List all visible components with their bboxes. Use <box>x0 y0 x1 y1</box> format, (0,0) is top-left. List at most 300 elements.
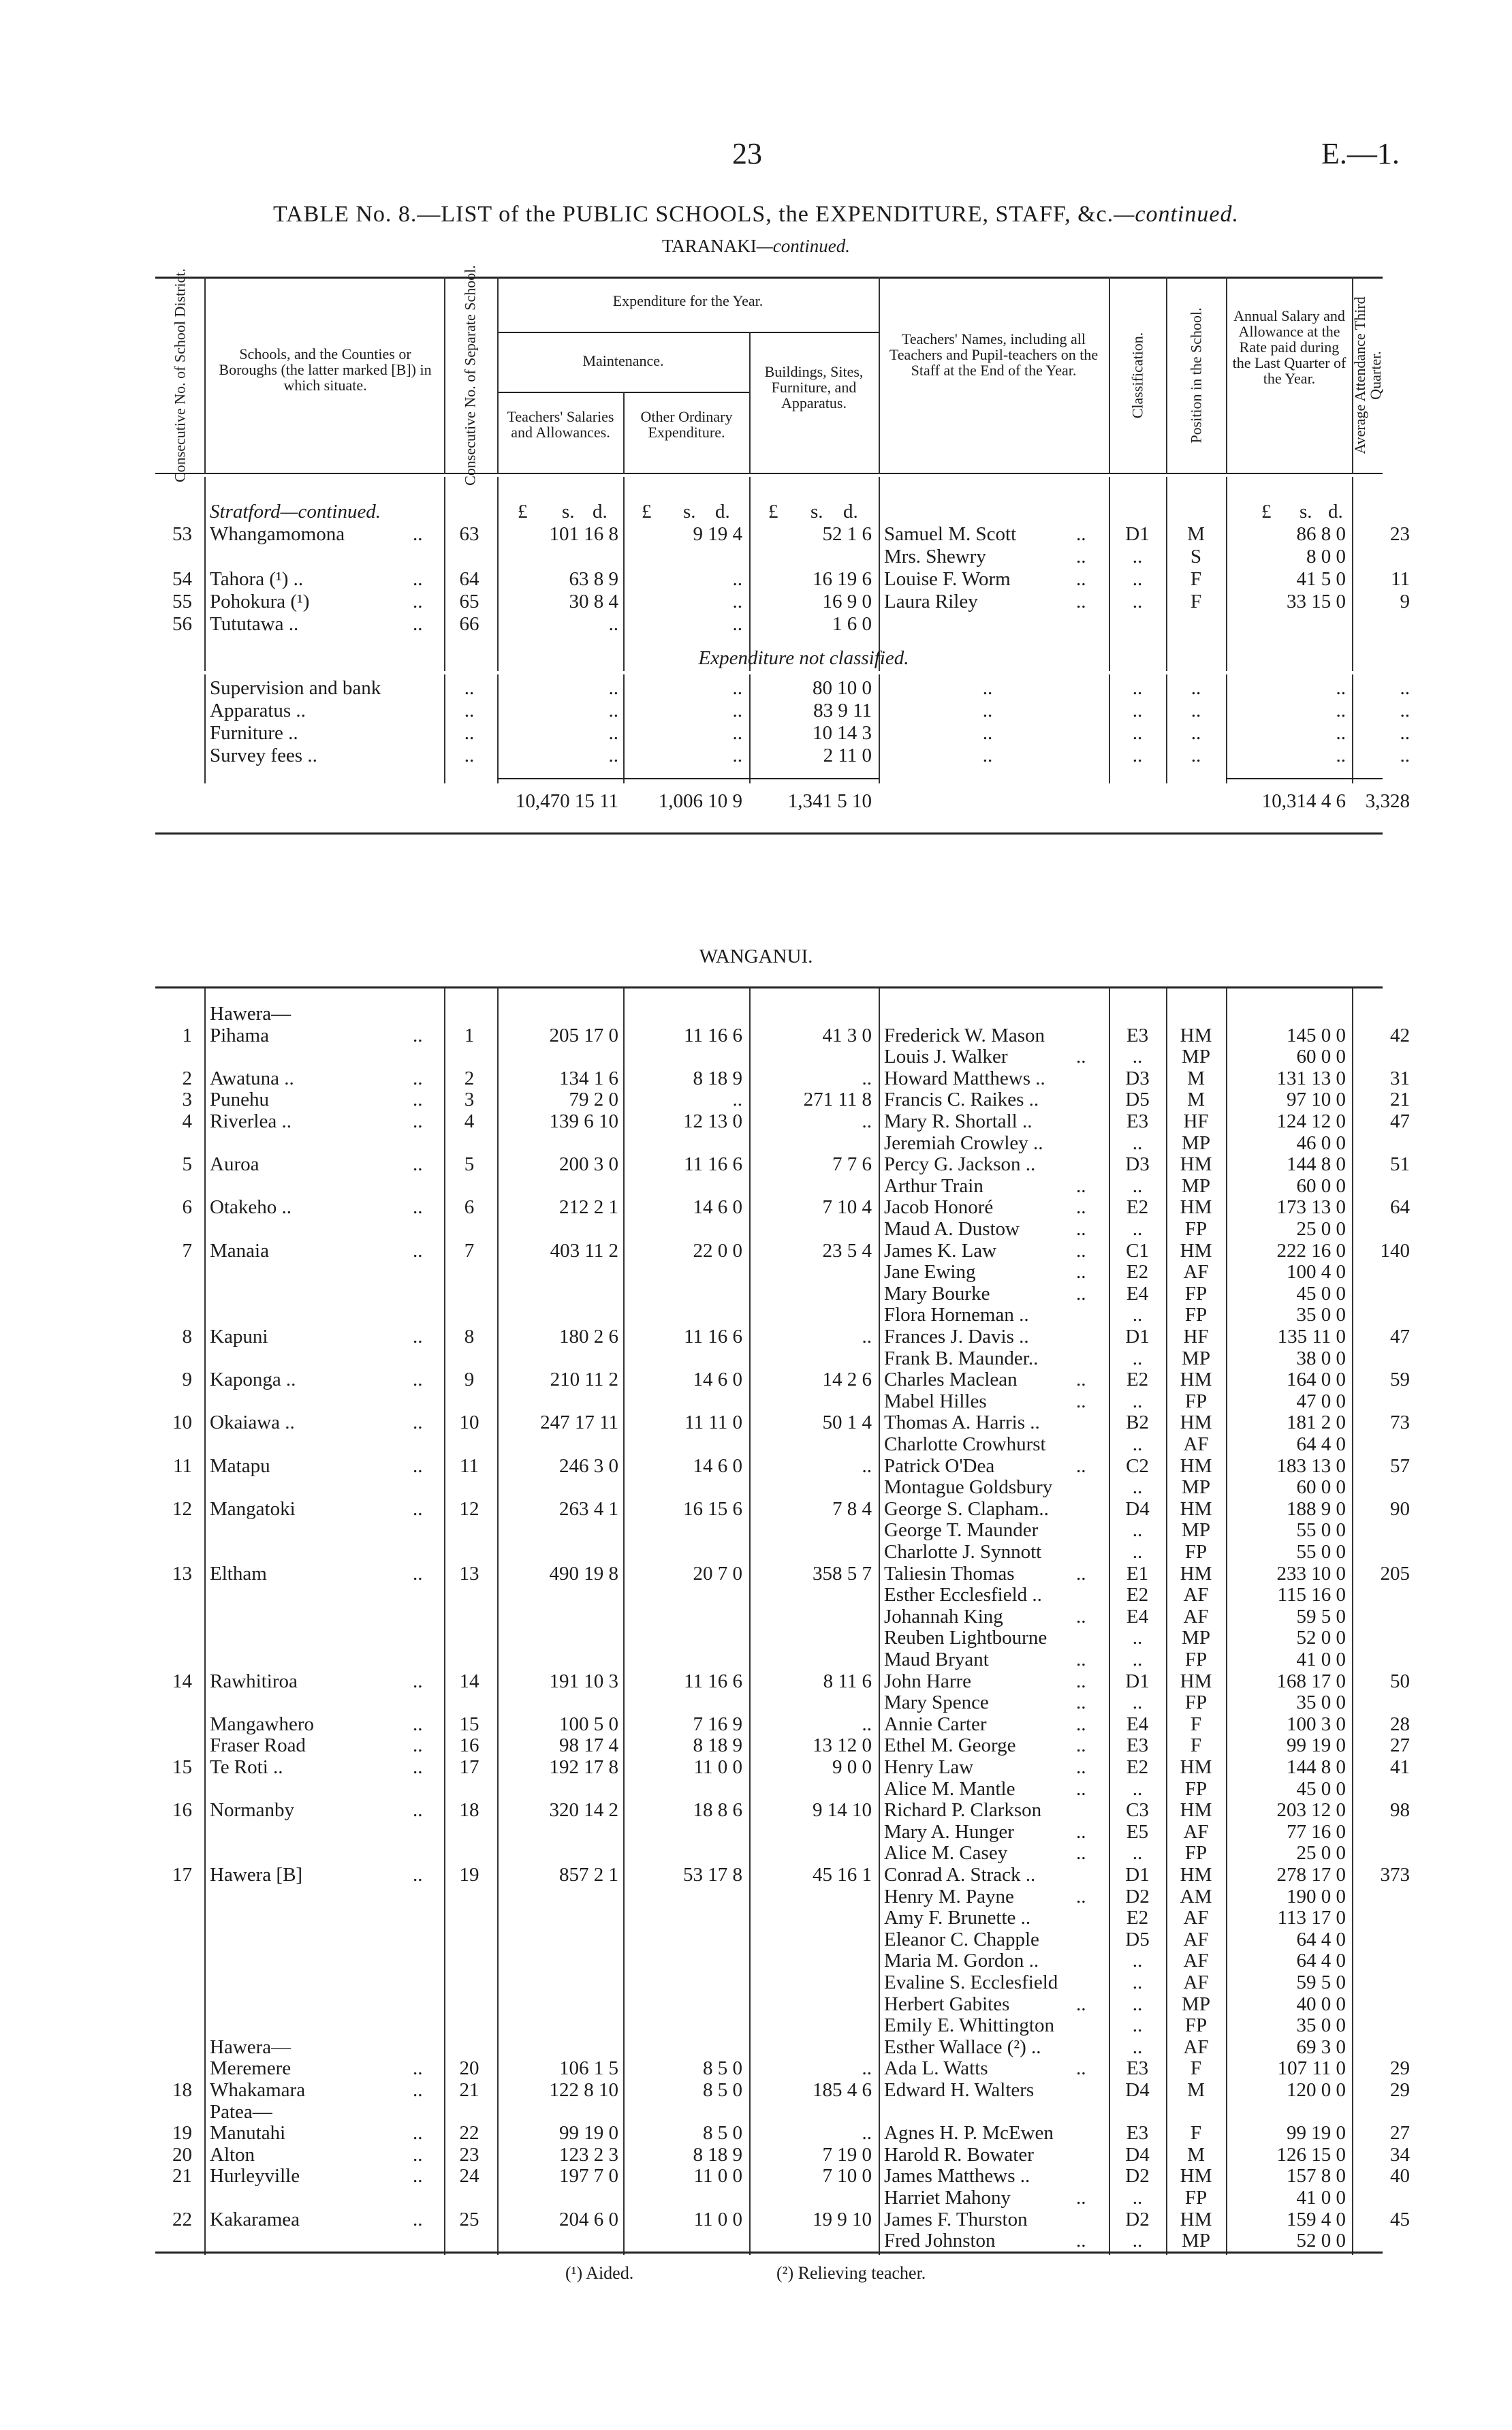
cell-att: 27 <box>1390 2122 1410 2144</box>
cell-pos: MP <box>1182 1175 1210 1197</box>
cell-oth: 16 15 6 <box>683 1498 742 1520</box>
cell-cls: .. <box>1132 2187 1143 2209</box>
cell-cls: .. <box>1132 1842 1143 1864</box>
cell-tdots: .. <box>1076 2057 1086 2079</box>
cell-bld: 80 10 0 <box>813 677 872 699</box>
cell-ann: 157 8 0 <box>1287 2165 1346 2187</box>
cell-pos: FP <box>1184 1218 1208 1240</box>
cell-att: 40 <box>1390 2165 1410 2187</box>
cell-att: 27 <box>1390 1734 1410 1756</box>
taranaki-end-rule <box>155 832 1383 835</box>
cell-att: 57 <box>1390 1455 1410 1477</box>
cell-oth: 11 16 6 <box>684 1153 742 1175</box>
cell-cls: .. <box>1132 677 1143 699</box>
group-label: Stratford—continued. <box>210 501 381 523</box>
cell-ann: 40 0 0 <box>1296 1993 1346 2015</box>
cell-oth: 11 16 6 <box>684 1025 742 1046</box>
cell-dots: .. <box>413 1240 423 1262</box>
cell-pos: MP <box>1182 1132 1210 1154</box>
cell-sep: 1 <box>464 1025 475 1046</box>
cell-ann: 278 17 0 <box>1276 1864 1346 1886</box>
cell-teacher: Arthur Train <box>884 1175 983 1197</box>
cell-ann: 131 13 0 <box>1276 1068 1346 1089</box>
header-buildings: Buildings, Sites, Furniture, and Apparatus. <box>764 363 864 411</box>
cell-cls: E3 <box>1126 2122 1149 2144</box>
cell-school: Eltham <box>210 1563 267 1585</box>
cell-cls: E2 <box>1126 1369 1149 1390</box>
hdr-divider <box>444 277 445 474</box>
cell-att: .. <box>1400 700 1410 721</box>
cell-teacher: Esther Ecclesfield .. <box>884 1584 1042 1606</box>
cell-school: Auroa <box>210 1153 259 1175</box>
cell-sep: 16 <box>459 1734 479 1756</box>
cell-cls: D2 <box>1125 1886 1150 1907</box>
cell-teacher: .. <box>982 722 993 744</box>
cell-pos: HM <box>1180 1455 1212 1477</box>
cell-dist: 7 <box>182 1240 192 1262</box>
cell-cls: E5 <box>1126 1821 1149 1843</box>
cell-teacher: .. <box>982 677 993 699</box>
cell-cls: E3 <box>1126 1025 1149 1046</box>
cell-pos: M <box>1187 1089 1205 1110</box>
currency-symbol: £ <box>768 501 778 523</box>
cell-teacher: Mary A. Hunger <box>884 1821 1014 1843</box>
cell-pos: HM <box>1180 1369 1212 1390</box>
cell-att: 21 <box>1390 1089 1410 1110</box>
cell-teacher: Conrad A. Strack .. <box>884 1864 1036 1886</box>
cell-ann: 222 16 0 <box>1276 1240 1346 1262</box>
cell-teacher: Samuel M. Scott <box>884 523 1017 545</box>
cell-cls: D3 <box>1125 1153 1150 1175</box>
cell-teacher: Fred Johnston <box>884 2230 996 2252</box>
cell-ann: 35 0 0 <box>1296 2014 1346 2036</box>
cell-att: 41 <box>1390 1756 1410 1778</box>
cell-sal: 490 19 8 <box>549 1563 618 1585</box>
cell-school: Fraser Road <box>210 1734 306 1756</box>
wanganui-heading: WANGANUI. <box>699 946 813 967</box>
cell-sal: 857 2 1 <box>559 1864 618 1886</box>
cell-ann: 46 0 0 <box>1296 1132 1346 1154</box>
cell-pos: AF <box>1183 1584 1209 1606</box>
totals-rule <box>1226 778 1383 779</box>
cell-teacher: James F. Thurston <box>884 2209 1028 2230</box>
cell-teacher: John Harre <box>884 1670 972 1692</box>
cell-ann: 145 0 0 <box>1287 1025 1346 1046</box>
column-divider <box>1166 477 1167 671</box>
cell-teacher: George T. Maunder <box>884 1519 1039 1541</box>
cell-sep: 13 <box>459 1563 479 1585</box>
cell-pos: HM <box>1180 1412 1212 1433</box>
cell-school: Rawhitiroa <box>210 1670 298 1692</box>
cell-dist: 13 <box>172 1563 192 1585</box>
cell-dots: .. <box>413 2209 423 2230</box>
cell-dist: 6 <box>182 1196 192 1218</box>
cell-sep: 63 <box>459 523 479 545</box>
cell-ann: 168 17 0 <box>1276 1670 1346 1692</box>
cell-teacher: Reuben Lightbourne <box>884 1627 1048 1649</box>
cell-pos: AF <box>1183 1907 1209 1929</box>
cell-school: Meremere <box>210 2057 292 2079</box>
cell-att: 98 <box>1390 1799 1410 1821</box>
cell-cls: .. <box>1132 2036 1143 2058</box>
cell-ann: 25 0 0 <box>1296 1842 1346 1864</box>
cell-pos: HM <box>1180 1756 1212 1778</box>
cell-ann: 135 11 0 <box>1277 1326 1346 1348</box>
cell-dist: 12 <box>172 1498 192 1520</box>
cell-bld: .. <box>862 2122 872 2144</box>
cell-att: 51 <box>1390 1153 1410 1175</box>
cell-sal: 101 16 8 <box>549 523 618 545</box>
cell-pos: M <box>1187 2079 1205 2101</box>
header-attendance: Average Attendance Third Quarter. <box>1351 296 1384 454</box>
total-bld: 1,341 5 10 <box>787 790 872 812</box>
cell-bld: 10 14 3 <box>813 722 872 744</box>
cell-pos: FP <box>1184 1541 1208 1563</box>
not-classified-label: Expenditure not classified. <box>698 647 909 669</box>
cell-dots: .. <box>413 1563 423 1585</box>
cell-dist: 55 <box>172 591 192 612</box>
cell-bld: 9 14 10 <box>813 1799 872 1821</box>
cell-bld: 14 2 6 <box>822 1369 872 1390</box>
cell-label: Supervision and bank <box>210 677 381 699</box>
hdr-divider <box>1166 277 1167 474</box>
cell-att: 373 <box>1380 1864 1410 1886</box>
report-reference: E.—1. <box>1321 137 1400 170</box>
cell-teacher: Percy G. Jackson .. <box>884 1153 1036 1175</box>
cell-ann: 60 0 0 <box>1296 1175 1346 1197</box>
cell-sal: 100 5 0 <box>559 1713 618 1735</box>
cell-school: Pohokura (¹) <box>210 591 310 612</box>
currency-symbol: £ <box>1261 501 1272 523</box>
cell-pos: FP <box>1184 1778 1208 1800</box>
cell-dist: 54 <box>172 568 192 590</box>
cell-pos: MP <box>1182 1993 1210 2015</box>
cell-sal: 403 11 2 <box>550 1240 618 1262</box>
cell-dots: .. <box>413 1864 423 1886</box>
cell-dist: 19 <box>172 2122 192 2144</box>
cell-sep: 6 <box>464 1196 475 1218</box>
cell-sep: 8 <box>464 1326 475 1348</box>
cell-pos: HM <box>1180 1153 1212 1175</box>
cell-pos: .. <box>1191 677 1201 699</box>
cell-tdots: .. <box>1076 1563 1086 1585</box>
cell-oth: .. <box>732 1089 742 1110</box>
cell-cls: .. <box>1132 1304 1143 1326</box>
cell-sep: 4 <box>464 1110 475 1132</box>
cell-teacher: Maud Bryant <box>884 1649 989 1670</box>
cell-tdots: .. <box>1076 568 1086 590</box>
cell-teacher: James K. Law <box>884 1240 997 1262</box>
cell-cls: E3 <box>1126 1734 1149 1756</box>
cell-ann: 115 16 0 <box>1277 1584 1346 1606</box>
subtitle-suffix: —continued. <box>756 236 851 256</box>
column-divider <box>204 674 206 783</box>
column-divider <box>1352 988 1353 2255</box>
cell-bld: 1 6 0 <box>832 613 872 635</box>
header-salary: Annual Salary and Allowance at the Rate paid during the Last Quarter of the Year. <box>1232 307 1346 387</box>
total-att: 3,328 <box>1365 790 1410 812</box>
table-title <box>0 202 1512 228</box>
cell-school: Hawera— <box>210 2036 292 2058</box>
cell-tdots: .. <box>1076 1692 1086 1713</box>
cell-cls: E3 <box>1126 1110 1149 1132</box>
cell-sep: 2 <box>464 1068 475 1089</box>
cell-sep: 22 <box>459 2122 479 2144</box>
cell-ann: 120 0 0 <box>1287 2079 1346 2101</box>
cell-pos: AF <box>1183 1929 1209 1950</box>
currency-symbol: s. <box>810 501 823 523</box>
cell-sep: .. <box>464 700 475 721</box>
cell-dots: .. <box>413 591 423 612</box>
cell-teacher: Ethel M. George <box>884 1734 1016 1756</box>
cell-dist: 5 <box>182 1153 192 1175</box>
cell-bld: 8 11 6 <box>823 1670 872 1692</box>
cell-bld: 19 9 10 <box>813 2209 872 2230</box>
cell-teacher: Esther Wallace (²) .. <box>884 2036 1041 2058</box>
cell-sal: 204 6 0 <box>559 2209 618 2230</box>
cell-ann: 33 15 0 <box>1287 591 1346 612</box>
cell-pos: MP <box>1182 1519 1210 1541</box>
cell-tdots: .. <box>1076 523 1086 545</box>
cell-pos: HM <box>1180 1864 1212 1886</box>
column-divider <box>497 477 499 671</box>
cell-bld: 7 10 0 <box>822 2165 872 2187</box>
header-schools: Schools, and the Counties or Boroughs (the latter marked [B]) in which situate. <box>219 345 432 394</box>
cell-pos: HM <box>1180 2209 1212 2230</box>
cell-oth: 8 5 0 <box>703 2079 742 2101</box>
cell-sep: 11 <box>460 1455 479 1477</box>
cell-teacher: Mrs. Shewry <box>884 546 986 567</box>
cell-tdots: .. <box>1076 1240 1086 1262</box>
cell-cls: E4 <box>1126 1713 1149 1735</box>
column-divider <box>879 988 880 2255</box>
cell-teacher: Herbert Gabites <box>884 1993 1010 2015</box>
cell-teacher: Flora Horneman .. <box>884 1304 1029 1326</box>
cell-sal: 197 7 0 <box>559 2165 618 2187</box>
cell-ann: 45 0 0 <box>1296 1283 1346 1305</box>
column-divider <box>1109 477 1110 671</box>
cell-bld: 271 11 8 <box>803 1089 872 1110</box>
cell-sep: 14 <box>459 1670 479 1692</box>
cell-school: Normanby <box>210 1799 295 1821</box>
cell-cls: D5 <box>1125 1929 1150 1950</box>
header-teachers: Teachers' Names, including all Teachers and Pupil-teachers on the Staff at the End of the Year. <box>889 330 1099 379</box>
column-divider <box>1109 674 1110 783</box>
cell-cls: .. <box>1132 1476 1143 1498</box>
cell-oth: 53 17 8 <box>683 1864 742 1886</box>
cell-cls: .. <box>1132 1778 1143 1800</box>
column-divider <box>1109 988 1110 2255</box>
cell-ann: 144 8 0 <box>1287 1756 1346 1778</box>
cell-ann: 183 13 0 <box>1276 1455 1346 1477</box>
cell-dots: .. <box>413 1089 423 1110</box>
cell-cls: .. <box>1132 568 1143 590</box>
cell-tdots: .. <box>1076 2187 1086 2209</box>
cell-dots: .. <box>413 2144 423 2166</box>
cell-dots: .. <box>413 1670 423 1692</box>
cell-att: 9 <box>1400 591 1410 612</box>
column-divider <box>497 674 499 783</box>
cell-pos: HM <box>1180 1498 1212 1520</box>
cell-att: 47 <box>1390 1326 1410 1348</box>
cell-cls: D2 <box>1125 2209 1150 2230</box>
cell-pos: AF <box>1183 1821 1209 1843</box>
cell-oth: .. <box>732 613 742 635</box>
cell-pos: F <box>1190 591 1202 612</box>
cell-sep: 15 <box>459 1713 479 1735</box>
cell-cls: .. <box>1132 1950 1143 1972</box>
cell-teacher: Jeremiah Crowley .. <box>884 1132 1043 1154</box>
cell-school: Te Roti .. <box>210 1756 283 1778</box>
cell-att: 29 <box>1390 2057 1410 2079</box>
cell-ann: 188 9 0 <box>1287 1498 1346 1520</box>
cell-pos: HM <box>1180 1240 1212 1262</box>
cell-att: .. <box>1400 722 1410 744</box>
cell-cls: .. <box>1132 1519 1143 1541</box>
cell-oth: .. <box>732 677 742 699</box>
cell-att: 23 <box>1390 523 1410 545</box>
cell-sep: 12 <box>459 1498 479 1520</box>
cell-cls: E2 <box>1126 1196 1149 1218</box>
cell-dots: .. <box>413 1153 423 1175</box>
cell-oth: 11 16 6 <box>684 1670 742 1692</box>
cell-sep: 65 <box>459 591 479 612</box>
cell-ann: 8 0 0 <box>1306 546 1346 567</box>
cell-sal: 191 10 3 <box>549 1670 618 1692</box>
cell-dist: 4 <box>182 1110 192 1132</box>
cell-pos: FP <box>1184 1390 1208 1412</box>
cell-dots: .. <box>413 568 423 590</box>
cell-tdots: .. <box>1076 1390 1086 1412</box>
title-suffix: —continued. <box>1114 202 1239 227</box>
column-divider <box>623 988 625 2255</box>
cell-ann: 64 4 0 <box>1296 1929 1346 1950</box>
cell-ann: 164 0 0 <box>1287 1369 1346 1390</box>
cell-ann: 107 11 0 <box>1277 2057 1346 2079</box>
header-maintenance: Maintenance. <box>582 352 664 369</box>
cell-dist: 56 <box>172 613 192 635</box>
cell-school: Tututawa .. <box>210 613 299 635</box>
cell-teacher: Frank B. Maunder.. <box>884 1348 1039 1369</box>
cell-teacher: Evaline S. Ecclesfield <box>884 1972 1058 1993</box>
cell-teacher: Frances J. Davis .. <box>884 1326 1029 1348</box>
cell-pos: F <box>1190 1734 1202 1756</box>
cell-cls: E2 <box>1126 1907 1149 1929</box>
cell-cls: E4 <box>1126 1283 1149 1305</box>
cell-pos: FP <box>1184 2014 1208 2036</box>
cell-oth: .. <box>732 700 742 721</box>
cell-teacher: Charlotte Crowhurst <box>884 1433 1046 1455</box>
cell-dots: .. <box>413 2122 423 2144</box>
maintenance-rule-top <box>497 332 879 333</box>
column-divider <box>204 988 206 2255</box>
cell-sal: 200 3 0 <box>559 1153 618 1175</box>
cell-pos: F <box>1190 568 1202 590</box>
cell-att: 73 <box>1390 1412 1410 1433</box>
cell-bld: 45 16 1 <box>813 1864 872 1886</box>
cell-sal: .. <box>608 700 618 721</box>
cell-cls: D1 <box>1125 1326 1150 1348</box>
cell-bld: .. <box>862 1326 872 1348</box>
cell-ann: 159 4 0 <box>1287 2209 1346 2230</box>
cell-dist: 1 <box>182 1025 192 1046</box>
cell-att: 42 <box>1390 1025 1410 1046</box>
cell-oth: 9 19 4 <box>693 523 742 545</box>
cell-tdots: .. <box>1076 1756 1086 1778</box>
currency-symbol: d. <box>715 501 730 523</box>
subtitle-name: TARANAKI <box>661 236 757 256</box>
cell-dist: 20 <box>172 2144 192 2166</box>
cell-tdots: .. <box>1076 1261 1086 1283</box>
cell-pos: FP <box>1184 1283 1208 1305</box>
cell-pos: FP <box>1184 1649 1208 1670</box>
cell-pos: FP <box>1184 1304 1208 1326</box>
cell-dots: .. <box>413 1196 423 1218</box>
cell-teacher: Francis C. Raikes .. <box>884 1089 1039 1110</box>
footnote-relieving: (²) Relieving teacher. <box>776 2263 926 2283</box>
cell-cls: B2 <box>1126 1412 1149 1433</box>
cell-dots: .. <box>413 613 423 635</box>
cell-cls: E1 <box>1126 1563 1149 1585</box>
cell-cls: .. <box>1132 2014 1143 2036</box>
cell-teacher: Ada L. Watts <box>884 2057 988 2079</box>
cell-ann: 52 0 0 <box>1296 2230 1346 2252</box>
cell-dots: .. <box>413 2057 423 2079</box>
cell-tdots: .. <box>1076 546 1086 567</box>
column-divider <box>879 674 880 783</box>
totals-rule <box>497 778 879 779</box>
column-divider <box>1166 674 1167 783</box>
cell-cls: .. <box>1132 1433 1143 1455</box>
cell-sep: 10 <box>459 1412 479 1433</box>
cell-school: Patea— <box>210 2101 272 2123</box>
column-divider <box>1166 988 1167 2255</box>
cell-sal: 263 4 1 <box>559 1498 618 1520</box>
cell-ann: 60 0 0 <box>1296 1476 1346 1498</box>
cell-pos: HM <box>1180 1670 1212 1692</box>
cell-ann: 55 0 0 <box>1296 1541 1346 1563</box>
cell-teacher: Mary R. Shortall .. <box>884 1110 1033 1132</box>
cell-sep: 25 <box>459 2209 479 2230</box>
cell-pos: MP <box>1182 1046 1210 1068</box>
cell-sal: 139 6 10 <box>549 1110 618 1132</box>
cell-sal: .. <box>608 722 618 744</box>
cell-sal: 205 17 0 <box>549 1025 618 1046</box>
cell-pos: F <box>1190 1713 1202 1735</box>
cell-dots: .. <box>413 1498 423 1520</box>
cell-bld: 83 9 11 <box>813 700 872 721</box>
cell-bld: 9 0 0 <box>832 1756 872 1778</box>
cell-ann: 113 17 0 <box>1277 1907 1346 1929</box>
cell-bld: 52 1 6 <box>822 523 872 545</box>
cell-pos: HF <box>1183 1110 1209 1132</box>
cell-sep: 9 <box>464 1369 475 1390</box>
hdr-divider <box>749 332 751 474</box>
cell-tdots: .. <box>1076 1842 1086 1864</box>
cell-ann: 233 10 0 <box>1276 1563 1346 1585</box>
cell-bld: .. <box>862 1068 872 1089</box>
cell-cls: D2 <box>1125 2165 1150 2187</box>
cell-tdots: .. <box>1076 591 1086 612</box>
currency-symbol: £ <box>642 501 652 523</box>
column-divider <box>444 988 445 2255</box>
currency-symbol: s. <box>683 501 696 523</box>
cell-cls: E4 <box>1126 1606 1149 1627</box>
cell-tdots: .. <box>1076 1670 1086 1692</box>
hdr-divider <box>879 277 880 474</box>
header-position: Position in the School. <box>1187 307 1205 443</box>
cell-ann: 55 0 0 <box>1296 1519 1346 1541</box>
